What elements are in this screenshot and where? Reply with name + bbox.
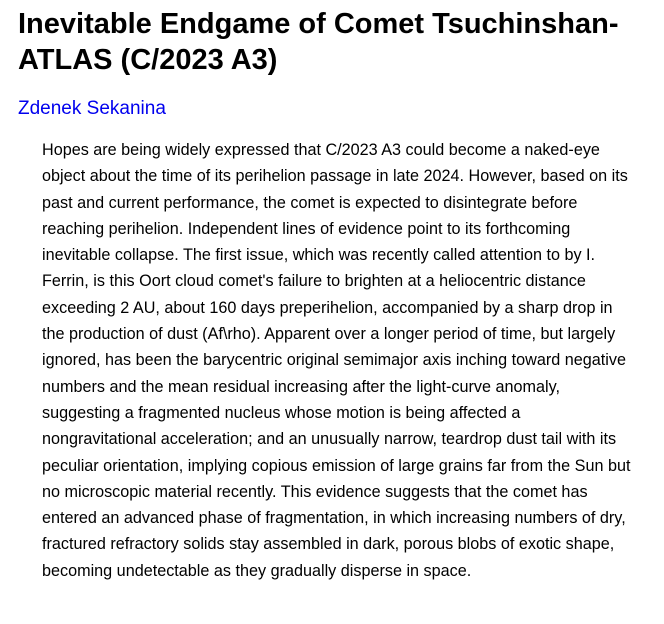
paper-title: Inevitable Endgame of Comet Tsuchinshan-ATLAS (C/2023 A3) (18, 8, 619, 76)
author-list (18, 97, 646, 121)
author-link[interactable]: Zdenek Sekanina (18, 98, 166, 119)
abstract-text: Hopes are being widely expressed that C/2023 A3 could become a naked-eye object about the time of its perihelion passage in late 2024. However, based on its past and current performance, the comet is expected to disintegrate before reaching perihelion. Independent lines of evidence point to its forthcoming inevitable collapse. The first issue, which was recently called attention to by I. Ferrin, is this Oort cloud comet's failure to brighten at a heliocentric distance exceeding 2 AU, about 160 days preperihelion, accompanied by a sharp drop in the production of dust (Af\rho). Apparent over a longer period of time, but largely ignored, has been the barycentric original semimajor axis inching toward negative numbers and the mean residual increasing after the light-curve anomaly, suggesting a fragmented nucleus whose motion is being affected a nongravitational acceleration; and an unusually narrow, teardrop dust tail with its peculiar orientation, implying copious emission of large grains far from the Sun but no microscopic material recently. This evidence suggests that the comet has entered an advanced phase of fragmentation, in which increasing numbers of dry, fractured refractory solids stay assembled in dark, porous blobs of exotic shape, becoming undetectable as they gradually disperse in space. (42, 141, 631, 580)
